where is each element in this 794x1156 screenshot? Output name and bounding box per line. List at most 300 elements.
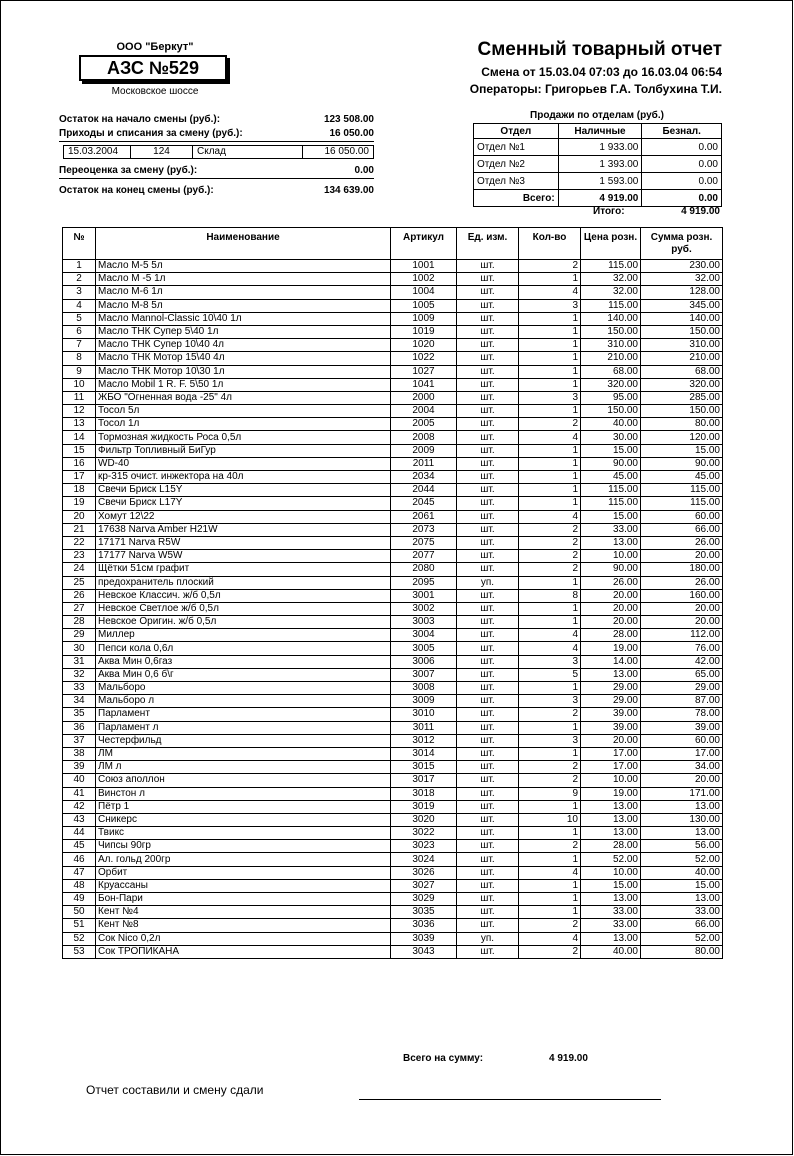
item-number: 3 (63, 286, 96, 299)
item-name: Хомут 12\22 (96, 510, 391, 523)
item-article: 1027 (391, 365, 457, 378)
item-sum: 29.00 (641, 682, 723, 695)
item-qty: 1 (519, 352, 581, 365)
item-unit: шт. (457, 853, 519, 866)
table-row (63, 286, 723, 299)
organization-name: ООО "Беркут" (116, 41, 194, 53)
item-name: Масло Mannol-Classic 10\40 1л (96, 312, 391, 325)
table-row (63, 602, 723, 615)
item-price: 13.00 (581, 932, 641, 945)
item-name: Парламент л (96, 721, 391, 734)
item-article: 2044 (391, 484, 457, 497)
item-article: 3001 (391, 589, 457, 602)
item-price: 30.00 (581, 431, 641, 444)
item-qty: 1 (519, 457, 581, 470)
item-number: 14 (63, 431, 96, 444)
item-article: 1019 (391, 325, 457, 338)
store-name: Склад (193, 146, 303, 158)
item-number: 39 (63, 761, 96, 774)
item-number: 42 (63, 800, 96, 813)
item-article: 3007 (391, 668, 457, 681)
item-unit: шт. (457, 708, 519, 721)
item-qty: 4 (519, 431, 581, 444)
item-number: 26 (63, 589, 96, 602)
item-price: 10.00 (581, 774, 641, 787)
table-row (63, 774, 723, 787)
item-sum: 66.00 (641, 919, 723, 932)
item-sum: 87.00 (641, 695, 723, 708)
item-qty: 3 (519, 391, 581, 404)
item-qty: 1 (519, 325, 581, 338)
item-qty: 1 (519, 747, 581, 760)
item-article: 3002 (391, 602, 457, 615)
table-row (63, 484, 723, 497)
item-unit: шт. (457, 457, 519, 470)
item-name: предохранитель плоский (96, 576, 391, 589)
item-sum: 180.00 (641, 563, 723, 576)
item-number: 47 (63, 866, 96, 879)
dept-total-cash: 4 919.00 (558, 190, 642, 207)
table-row (63, 945, 723, 958)
item-price: 90.00 (581, 457, 641, 470)
item-number: 23 (63, 550, 96, 563)
store-doc-number: 124 (131, 146, 193, 158)
item-unit: шт. (457, 919, 519, 932)
item-unit: шт. (457, 695, 519, 708)
item-unit: шт. (457, 286, 519, 299)
item-name: Масло М -5 1л (96, 273, 391, 286)
item-name: Щётки 51см графит (96, 563, 391, 576)
item-number: 13 (63, 418, 96, 431)
item-price: 20.00 (581, 734, 641, 747)
item-price: 115.00 (581, 299, 641, 312)
item-sum: 20.00 (641, 602, 723, 615)
item-qty: 1 (519, 339, 581, 352)
item-article: 1002 (391, 273, 457, 286)
item-price: 39.00 (581, 708, 641, 721)
item-qty: 4 (519, 642, 581, 655)
dept-total-card: 0.00 (642, 190, 722, 207)
item-number: 4 (63, 299, 96, 312)
item-unit: шт. (457, 260, 519, 273)
item-article: 3023 (391, 840, 457, 853)
item-number: 7 (63, 339, 96, 352)
item-price: 17.00 (581, 761, 641, 774)
item-qty: 5 (519, 668, 581, 681)
item-qty: 4 (519, 866, 581, 879)
item-name: Миллер (96, 629, 391, 642)
table-row (63, 827, 723, 840)
item-qty: 1 (519, 906, 581, 919)
balance-start-label: Остаток на начало смены (руб.): (59, 114, 221, 125)
item-name: Бон-Пари (96, 893, 391, 906)
item-name: 17171 Narva R5W (96, 536, 391, 549)
item-name: Твикс (96, 827, 391, 840)
item-unit: шт. (457, 840, 519, 853)
balance-income-label: Приходы и списания за смену (руб.): (59, 128, 243, 139)
item-qty: 10 (519, 813, 581, 826)
item-number: 40 (63, 774, 96, 787)
table-row (63, 312, 723, 325)
item-qty: 2 (519, 708, 581, 721)
item-article: 3026 (391, 866, 457, 879)
item-name: Масло М-8 5л (96, 299, 391, 312)
item-article: 3039 (391, 932, 457, 945)
table-row (63, 655, 723, 668)
item-qty: 1 (519, 893, 581, 906)
balance-income-row (59, 128, 374, 142)
item-name: Невское Классич. ж/б 0,5л (96, 589, 391, 602)
item-price: 115.00 (581, 497, 641, 510)
store-sum: 16 050.00 (324, 146, 369, 157)
col-header-sum: Сумма розн. руб. (641, 228, 723, 260)
item-number: 30 (63, 642, 96, 655)
item-unit: шт. (457, 431, 519, 444)
col-header-qty: Кол-во (519, 228, 581, 260)
item-number: 15 (63, 444, 96, 457)
item-article: 2061 (391, 510, 457, 523)
item-article: 3012 (391, 734, 457, 747)
item-unit: шт. (457, 510, 519, 523)
item-article: 1009 (391, 312, 457, 325)
item-sum: 90.00 (641, 457, 723, 470)
balance-end-value: 134 639.00 (323, 185, 374, 196)
item-price: 150.00 (581, 325, 641, 338)
table-row (63, 629, 723, 642)
item-qty: 2 (519, 919, 581, 932)
item-article: 3009 (391, 695, 457, 708)
item-sum: 40.00 (641, 866, 723, 879)
store-date: 15.03.2004 (64, 146, 131, 158)
item-article: 2008 (391, 431, 457, 444)
dept-name: Отдел №1 (474, 139, 559, 156)
item-article: 3036 (391, 919, 457, 932)
item-unit: шт. (457, 906, 519, 919)
item-price: 13.00 (581, 800, 641, 813)
item-article: 3043 (391, 945, 457, 958)
item-article: 3004 (391, 629, 457, 642)
item-article: 1005 (391, 299, 457, 312)
item-number: 2 (63, 273, 96, 286)
item-unit: шт. (457, 813, 519, 826)
item-article: 3015 (391, 761, 457, 774)
dept-cash: 1 393.00 (558, 156, 642, 173)
item-price: 15.00 (581, 510, 641, 523)
table-row (63, 906, 723, 919)
item-unit: шт. (457, 945, 519, 958)
item-article: 3027 (391, 879, 457, 892)
table-row (63, 365, 723, 378)
item-price: 13.00 (581, 536, 641, 549)
item-unit: шт. (457, 563, 519, 576)
item-sum: 76.00 (641, 642, 723, 655)
item-price: 33.00 (581, 906, 641, 919)
item-price: 13.00 (581, 668, 641, 681)
item-name: Круассаны (96, 879, 391, 892)
item-qty: 4 (519, 286, 581, 299)
item-price: 28.00 (581, 840, 641, 853)
item-price: 15.00 (581, 879, 641, 892)
item-name: Сникерс (96, 813, 391, 826)
item-sum: 13.00 (641, 893, 723, 906)
item-article: 3005 (391, 642, 457, 655)
item-number: 1 (63, 260, 96, 273)
item-price: 40.00 (581, 945, 641, 958)
item-unit: шт. (457, 405, 519, 418)
dept-row (474, 139, 722, 156)
report-title: Сменный товарный отчет (477, 39, 722, 60)
item-qty: 1 (519, 378, 581, 391)
item-unit: шт. (457, 800, 519, 813)
item-article: 2004 (391, 405, 457, 418)
item-sum: 66.00 (641, 523, 723, 536)
item-sum: 68.00 (641, 365, 723, 378)
item-qty: 3 (519, 734, 581, 747)
item-qty: 1 (519, 273, 581, 286)
item-qty: 1 (519, 471, 581, 484)
table-row (63, 431, 723, 444)
item-sum: 26.00 (641, 576, 723, 589)
table-row (63, 919, 723, 932)
item-name: WD-40 (96, 457, 391, 470)
item-sum: 78.00 (641, 708, 723, 721)
item-sum: 80.00 (641, 945, 723, 958)
item-price: 33.00 (581, 523, 641, 536)
item-number: 22 (63, 536, 96, 549)
item-sum: 320.00 (641, 378, 723, 391)
col-header-number: № (63, 228, 96, 260)
dept-card: 0.00 (642, 173, 722, 190)
item-number: 20 (63, 510, 96, 523)
item-name: Орбит (96, 866, 391, 879)
item-price: 90.00 (581, 563, 641, 576)
item-sum: 140.00 (641, 312, 723, 325)
item-article: 1001 (391, 260, 457, 273)
item-number: 31 (63, 655, 96, 668)
item-name: Фильтр Топливный БиГур (96, 444, 391, 457)
item-name: Тормозная жидкость Роса 0,5л (96, 431, 391, 444)
signature-line (359, 1099, 661, 1100)
item-price: 20.00 (581, 602, 641, 615)
item-qty: 2 (519, 550, 581, 563)
item-price: 95.00 (581, 391, 641, 404)
item-name: 17177 Narva W5W (96, 550, 391, 563)
item-sum: 13.00 (641, 827, 723, 840)
item-number: 52 (63, 932, 96, 945)
item-number: 10 (63, 378, 96, 391)
item-number: 43 (63, 813, 96, 826)
item-qty: 2 (519, 945, 581, 958)
table-row (63, 325, 723, 338)
item-qty: 2 (519, 774, 581, 787)
item-unit: шт. (457, 629, 519, 642)
item-price: 39.00 (581, 721, 641, 734)
item-name: ЛМ л (96, 761, 391, 774)
item-name: Кент №4 (96, 906, 391, 919)
table-row (63, 510, 723, 523)
item-unit: шт. (457, 484, 519, 497)
item-qty: 1 (519, 365, 581, 378)
item-name: Винстон л (96, 787, 391, 800)
item-article: 3014 (391, 747, 457, 760)
item-unit: шт. (457, 879, 519, 892)
dept-header-card: Безнал. (642, 124, 722, 139)
item-name: Невское Светлое ж/б 0,5л (96, 602, 391, 615)
dept-sales-table (473, 123, 722, 207)
item-article: 2045 (391, 497, 457, 510)
item-number: 53 (63, 945, 96, 958)
item-unit: шт. (457, 655, 519, 668)
item-article: 2011 (391, 457, 457, 470)
item-qty: 3 (519, 299, 581, 312)
revaluation-row (59, 165, 374, 179)
item-article: 3008 (391, 682, 457, 695)
item-sum: 15.00 (641, 879, 723, 892)
item-number: 37 (63, 734, 96, 747)
item-number: 27 (63, 602, 96, 615)
item-price: 32.00 (581, 286, 641, 299)
item-unit: шт. (457, 682, 519, 695)
item-qty: 4 (519, 932, 581, 945)
item-unit: шт. (457, 273, 519, 286)
table-row (63, 589, 723, 602)
dept-row (474, 173, 722, 190)
item-unit: шт. (457, 761, 519, 774)
item-number: 9 (63, 365, 96, 378)
item-article: 2009 (391, 444, 457, 457)
item-unit: шт. (457, 747, 519, 760)
dept-name: Отдел №2 (474, 156, 559, 173)
dept-cash: 1 933.00 (558, 139, 642, 156)
dept-name: Отдел №3 (474, 173, 559, 190)
item-sum: 130.00 (641, 813, 723, 826)
item-price: 210.00 (581, 352, 641, 365)
col-header-name: Наименование (96, 228, 391, 260)
item-article: 3019 (391, 800, 457, 813)
item-number: 5 (63, 312, 96, 325)
dept-cash: 1 593.00 (558, 173, 642, 190)
col-header-article: Артикул (391, 228, 457, 260)
table-row (63, 563, 723, 576)
table-row (63, 391, 723, 404)
item-price: 310.00 (581, 339, 641, 352)
item-article: 3006 (391, 655, 457, 668)
dept-card: 0.00 (642, 139, 722, 156)
item-price: 14.00 (581, 655, 641, 668)
table-row (63, 299, 723, 312)
item-qty: 1 (519, 721, 581, 734)
item-name: Масло Mobil 1 R. F. 5\50 1л (96, 378, 391, 391)
item-number: 44 (63, 827, 96, 840)
item-name: Пепси кола 0,6л (96, 642, 391, 655)
item-qty: 1 (519, 800, 581, 813)
item-article: 2095 (391, 576, 457, 589)
item-article: 3029 (391, 893, 457, 906)
item-number: 25 (63, 576, 96, 589)
item-article: 1020 (391, 339, 457, 352)
item-number: 51 (63, 919, 96, 932)
item-article: 2073 (391, 523, 457, 536)
table-row (63, 695, 723, 708)
item-sum: 65.00 (641, 668, 723, 681)
table-row (63, 576, 723, 589)
item-article: 3020 (391, 813, 457, 826)
item-qty: 4 (519, 629, 581, 642)
balance-start-row (59, 114, 374, 128)
item-price: 13.00 (581, 893, 641, 906)
item-unit: шт. (457, 589, 519, 602)
item-unit: шт. (457, 352, 519, 365)
item-name: Парламент (96, 708, 391, 721)
dept-sales-caption: Продажи по отделам (руб.) (530, 110, 664, 121)
item-name: Союз аполлон (96, 774, 391, 787)
item-price: 150.00 (581, 405, 641, 418)
shift-period: Смена от 15.03.04 07:03 до 16.03.04 06:54 (481, 65, 722, 79)
item-sum: 15.00 (641, 444, 723, 457)
item-qty: 1 (519, 853, 581, 866)
item-price: 40.00 (581, 418, 641, 431)
item-qty: 2 (519, 761, 581, 774)
item-name: Свечи Бриск L17Y (96, 497, 391, 510)
item-qty: 9 (519, 787, 581, 800)
table-row (63, 642, 723, 655)
item-article: 2034 (391, 471, 457, 484)
item-price: 29.00 (581, 695, 641, 708)
item-name: Чипсы 90гр (96, 840, 391, 853)
item-number: 34 (63, 695, 96, 708)
table-row (63, 339, 723, 352)
item-sum: 115.00 (641, 497, 723, 510)
item-qty: 2 (519, 260, 581, 273)
items-total-label: Всего на сумму: (403, 1053, 484, 1064)
item-unit: уп. (457, 932, 519, 945)
item-qty: 1 (519, 602, 581, 615)
item-sum: 20.00 (641, 616, 723, 629)
item-sum: 42.00 (641, 655, 723, 668)
table-row (63, 708, 723, 721)
table-row (63, 550, 723, 563)
table-row (63, 418, 723, 431)
item-name: 17638 Narva Amber H21W (96, 523, 391, 536)
item-article: 3022 (391, 827, 457, 840)
item-sum: 33.00 (641, 906, 723, 919)
table-row (63, 405, 723, 418)
item-price: 320.00 (581, 378, 641, 391)
items-total-value: 4 919.00 (549, 1053, 588, 1064)
item-number: 12 (63, 405, 96, 418)
item-price: 10.00 (581, 550, 641, 563)
table-row (63, 668, 723, 681)
item-price: 19.00 (581, 642, 641, 655)
item-qty: 1 (519, 312, 581, 325)
item-sum: 56.00 (641, 840, 723, 853)
balance-end-row (59, 185, 374, 199)
item-price: 32.00 (581, 273, 641, 286)
item-qty: 2 (519, 563, 581, 576)
item-price: 13.00 (581, 813, 641, 826)
item-qty: 1 (519, 682, 581, 695)
item-number: 48 (63, 879, 96, 892)
item-number: 32 (63, 668, 96, 681)
item-sum: 210.00 (641, 352, 723, 365)
item-sum: 45.00 (641, 471, 723, 484)
item-number: 29 (63, 629, 96, 642)
item-name: Масло М-6 1л (96, 286, 391, 299)
dept-total-row (474, 190, 722, 207)
table-row (63, 721, 723, 734)
item-sum: 120.00 (641, 431, 723, 444)
item-qty: 8 (519, 589, 581, 602)
